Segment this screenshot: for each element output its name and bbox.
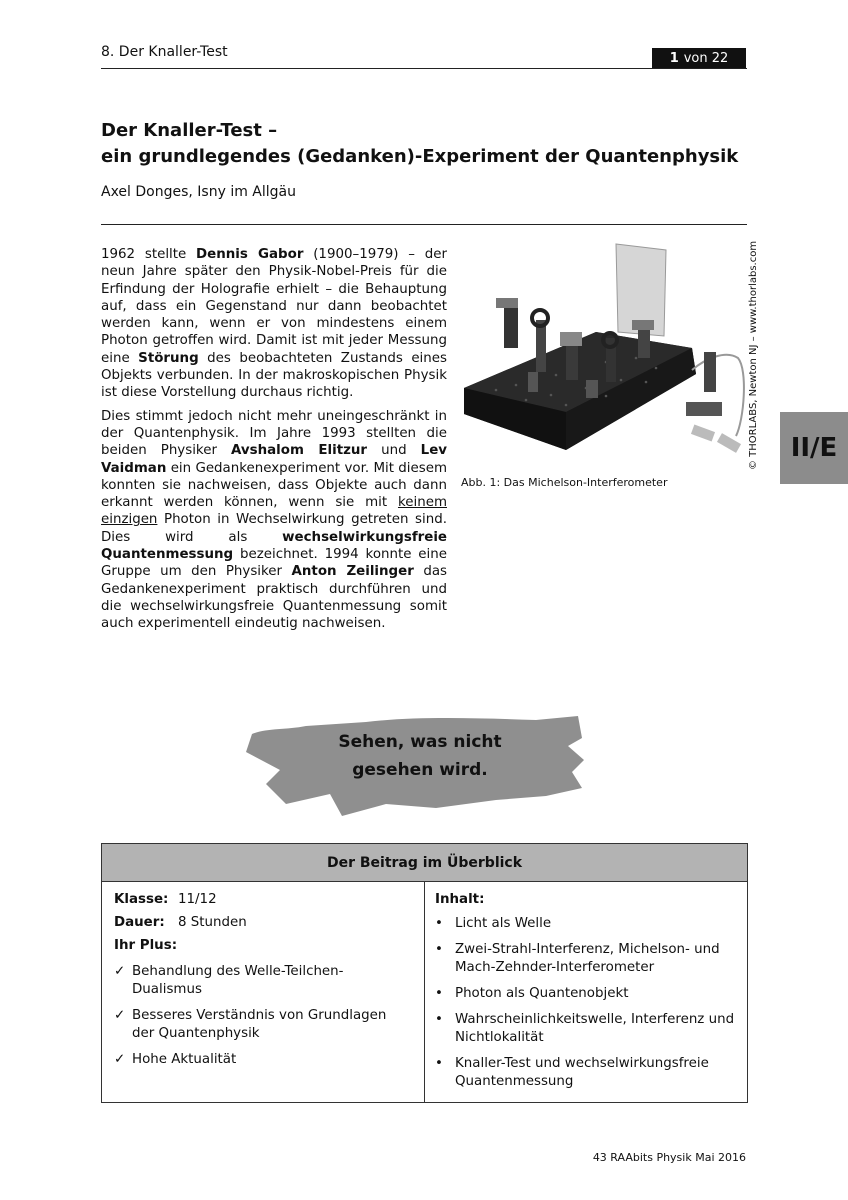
check-icon: ✓ xyxy=(114,1052,126,1067)
text-run: Photon in Wechselwirkung getreten sind. Dies wird als xyxy=(101,512,447,545)
body-text xyxy=(101,246,447,639)
klasse-label: Klasse: xyxy=(114,892,169,907)
content-item-text: Zwei-Strahl-Interferenz, Michelson- und Mach-Zehnder-Interferometer xyxy=(455,942,720,975)
check-icon: ✓ xyxy=(114,1008,126,1023)
running-header: 8. Der Knaller-Test xyxy=(101,44,228,60)
klasse-value: 11/12 xyxy=(178,892,217,907)
title-line-2: ein grundlegendes (Gedanken)-Experiment der Quantenphysik xyxy=(101,146,739,167)
plus-label: Ihr Plus: xyxy=(114,938,178,953)
bullet-icon: • xyxy=(435,986,443,1001)
paragraph-2 xyxy=(101,408,447,633)
text-run: ein Gedankenexperiment vor. Mit diesem konnten sie nachweisen, dass Objekte auch dann erkannt werden können, wenn sie mit xyxy=(101,460,447,511)
overview-box xyxy=(101,843,748,1103)
text-run: bezeichnet. 1994 konnte eine Gruppe um den Physiker xyxy=(101,547,447,580)
overview-heading: Der Beitrag im Überblick xyxy=(102,844,747,882)
check-icon: ✓ xyxy=(114,964,126,979)
content-item-text: Photon als Quantenobjekt xyxy=(455,986,629,1001)
page-indicator xyxy=(652,48,746,68)
text-run: und xyxy=(367,443,421,459)
content-item xyxy=(435,915,747,933)
article-title xyxy=(101,118,741,170)
dauer-label: Dauer: xyxy=(114,915,165,930)
interferometer-photo xyxy=(456,240,752,472)
photo-credit: © THORLABS, Newton NJ – www.thorlabs.com xyxy=(748,240,759,470)
text-run: 1962 stellte xyxy=(101,247,197,262)
text-run: (1900–1979) – der neun Jahre später den Physik-Nobel-Preis für die Erfindung der Holografie erhielt – die Behauptung auf, dass ein Gegenstand nur dann beobachtet werden kann, wenn er von mindestens einem Photon getroffen wird. Damit ist mit jeder Messung eine xyxy=(101,247,447,366)
bold-run: Anton Zeilinger xyxy=(291,564,414,580)
banner-line-2: gesehen wird. xyxy=(352,760,488,780)
page-number: 1 xyxy=(669,50,679,66)
figure-caption: Abb. 1: Das Michelson-Interferometer xyxy=(461,476,668,489)
text-run: des beobachteten Zustands eines Objekts verbunden. In der makroskopischen Physik ist diese Vorstellung durchaus richtig. xyxy=(101,350,447,401)
plus-item-text: Hohe Aktualität xyxy=(132,1052,237,1067)
bold-run: wechselwirkungsfreie Quantenmessung xyxy=(101,529,447,563)
overview-meta-column xyxy=(102,882,425,1102)
bullet-icon: • xyxy=(435,1056,443,1071)
inhalt-label: Inhalt: xyxy=(435,892,485,907)
plus-item xyxy=(114,1007,424,1043)
dauer-value: 8 Stunden xyxy=(178,915,247,930)
header-divider xyxy=(101,68,747,69)
plus-item xyxy=(114,963,424,999)
text-run: Dies stimmt jedoch nicht mehr uneingeschränkt in der Quantenphysik. Im Jahre 1993 stellten die beiden Physiker xyxy=(101,408,447,459)
bold-run: Störung xyxy=(138,350,199,366)
page-total: von 22 xyxy=(683,50,729,66)
plus-item-text: Behandlung des Welle-Teilchen-Dualismus xyxy=(132,964,344,997)
content-item xyxy=(435,1011,747,1047)
banner-line-1: Sehen, was nicht xyxy=(338,732,502,752)
underlined-run: einzigen xyxy=(101,512,158,528)
bold-run: Avshalom Elitzur xyxy=(231,443,368,459)
title-line-1: Der Knaller-Test – xyxy=(101,120,278,141)
bold-run: Dennis Gabor xyxy=(196,247,304,262)
plus-item xyxy=(114,1051,424,1069)
section-tab: II/E xyxy=(780,412,848,484)
bullet-icon: • xyxy=(435,942,443,957)
page-footer: 43 RAAbits Physik Mai 2016 xyxy=(592,1151,746,1164)
content-item-text: Knaller-Test und wechselwirkungsfreie Quantenmessung xyxy=(455,1056,709,1089)
content-item xyxy=(435,941,747,977)
underlined-run: keinem xyxy=(397,495,447,511)
plus-item-text: Besseres Verständnis von Grundlagen der Quantenphysik xyxy=(132,1008,387,1041)
content-item xyxy=(435,985,747,1003)
paragraph-1 xyxy=(101,246,447,402)
bold-run: Lev Vaidman xyxy=(101,443,447,476)
content-item xyxy=(435,1055,747,1091)
title-divider xyxy=(101,224,747,225)
bullet-icon: • xyxy=(435,916,443,931)
bullet-icon: • xyxy=(435,1012,443,1027)
overview-content-column xyxy=(425,882,747,1102)
author-line: Axel Donges, Isny im Allgäu xyxy=(101,184,297,200)
text-run: das Gedankenexperiment praktisch durchführen und die wechselwirkungsfreie Quantenmessung somit auch experimentell eindeutig nachweisen. xyxy=(101,564,447,632)
banner-text xyxy=(300,728,540,784)
content-item-text: Licht als Welle xyxy=(455,916,552,931)
content-item-text: Wahrscheinlichkeitswelle, Interferenz und Nichtlokalität xyxy=(455,1012,735,1045)
